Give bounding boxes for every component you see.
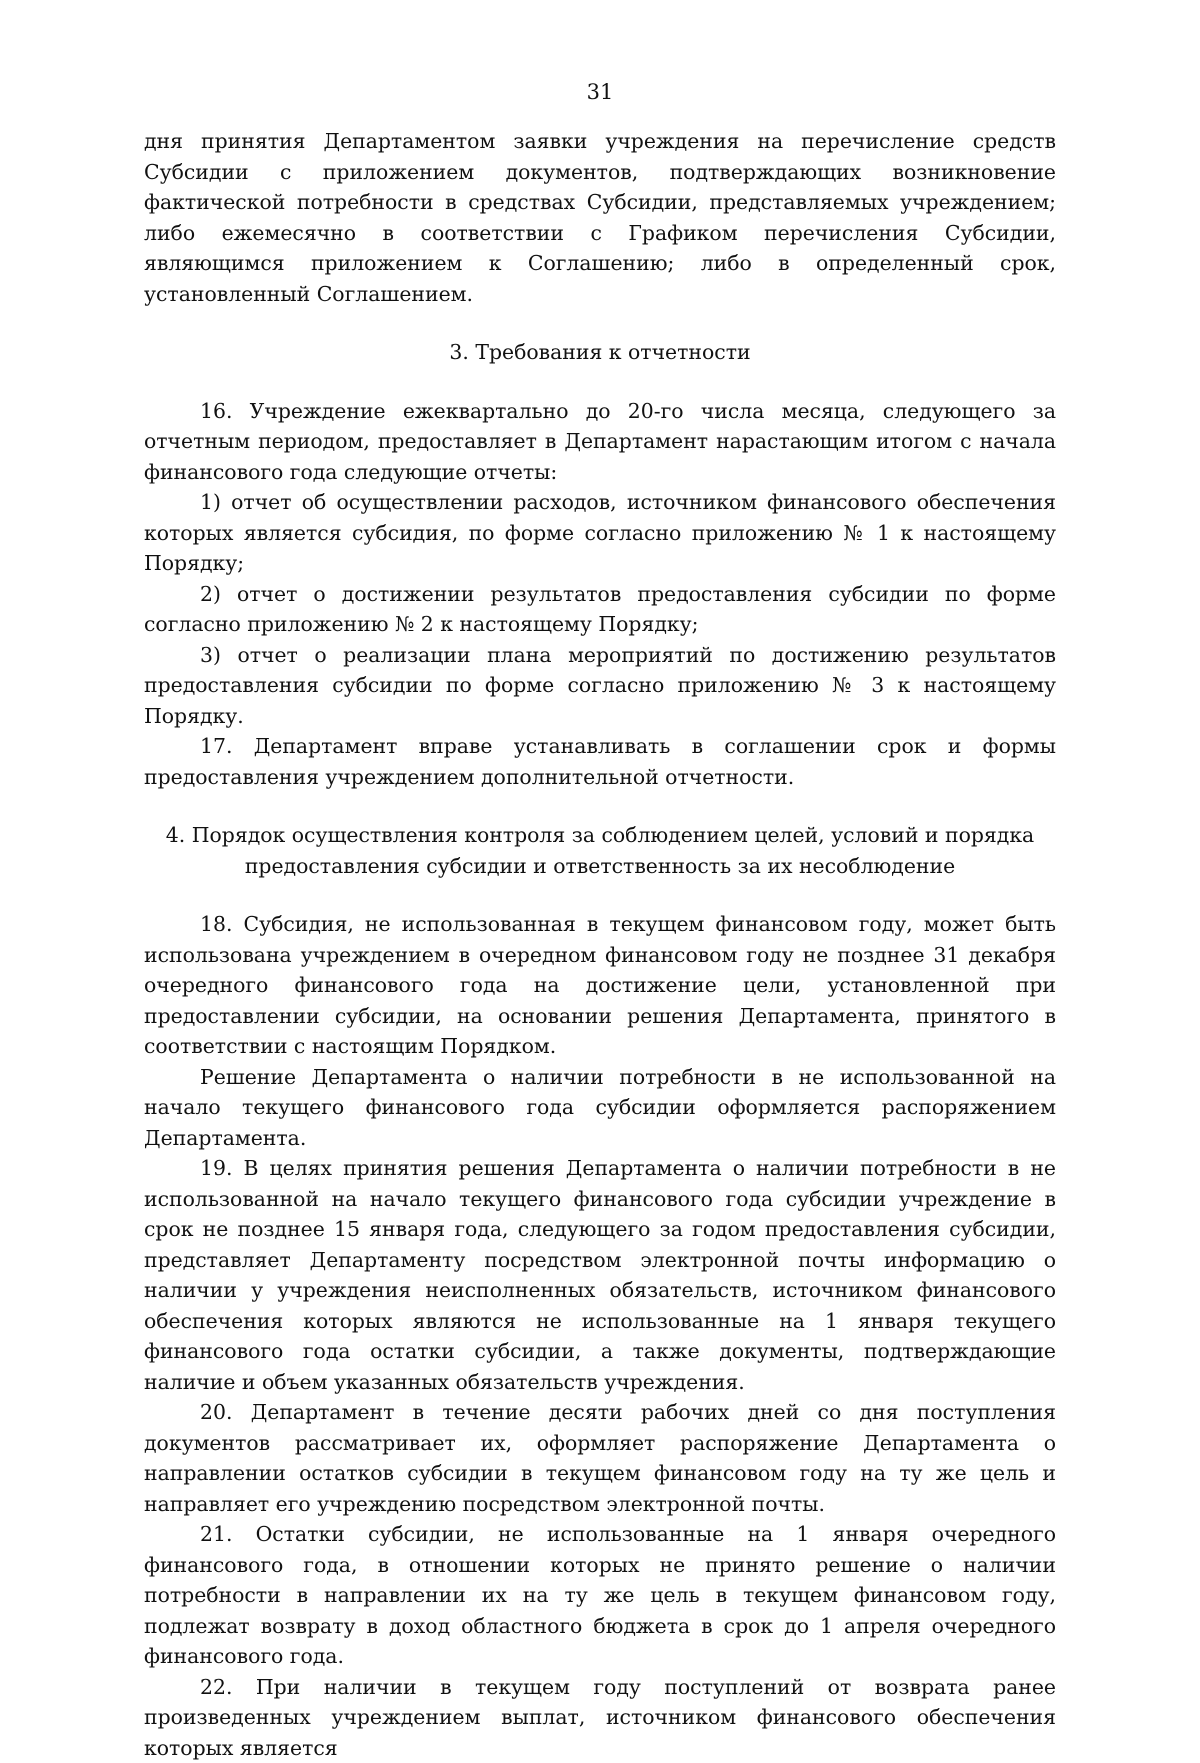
paragraph-16: 16. Учреждение ежеквартально до 20-го числа месяца, следующего за отчетным периодом, предоставляет в Департамент нарастающим итогом с начала финансового года следующие отчеты: [144,396,1056,488]
paragraph-17: 17. Департамент вправе устанавливать в соглашении срок и формы предоставления учреждением дополнительной отчетности. [144,731,1056,792]
page-number: 31 [0,78,1200,106]
paragraph-16-item-3: 3) отчет о реализации плана мероприятий по достижению результатов предоставления субсидии по форме согласно приложению № 3 к настоящему Порядку. [144,640,1056,732]
section-4-title-line-2: предоставления субсидии и ответственность за их несоблюдение [144,851,1056,882]
paragraph-16-item-2: 2) отчет о достижении результатов предоставления субсидии по форме согласно приложению № 2 к настоящему Порядку; [144,579,1056,640]
section-3-title: 3. Требования к отчетности [144,337,1056,368]
paragraph-21: 21. Остатки субсидии, не использованные на 1 января очередного финансового года, в отношении которых не принято решение о наличии потребности в направлении их на ту же цель в текущем финансовом году, подлежат возврату в доход областного бюджета в срок до 1 апреля очередного финансового года. [144,1519,1056,1672]
section-4-title-line-1: 4. Порядок осуществления контроля за соблюдением целей, условий и порядка [144,820,1056,851]
paragraph-18-decision: Решение Департамента о наличии потребности в не использованной на начало текущего финансового года субсидии оформляется распоряжением Департамента. [144,1062,1056,1154]
paragraph-20: 20. Департамент в течение десяти рабочих дней со дня поступления документов рассматривает их, оформляет распоряжение Департамента о направлении остатков субсидии в текущем финансовом году на ту же цель и направляет его учреждению посредством электронной почты. [144,1397,1056,1519]
document-body [144,126,1056,1763]
paragraph-22: 22. При наличии в текущем году поступлений от возврата ранее произведенных учреждением выплат, источником финансового обеспечения которых является [144,1672,1056,1763]
intro-paragraph: дня принятия Департаментом заявки учреждения на перечисление средств Субсидии с приложением документов, подтверждающих возникновение фактической потребности в средствах Субсидии, представляемых учреждением; либо ежемесячно в соответствии с Графиком перечисления Субсидии, являющимся приложением к Соглашению; либо в определенный срок, установленный Соглашением. [144,126,1056,309]
paragraph-18: 18. Субсидия, не использованная в текущем финансовом году, может быть использована учреждением в очередном финансовом году не позднее 31 декабря очередного финансового года на достижение цели, установленной при предоставлении субсидии, на основании решения Департамента, принятого в соответствии с настоящим Порядком. [144,909,1056,1062]
paragraph-19: 19. В целях принятия решения Департамента о наличии потребности в не использованной на начало текущего финансового года субсидии учреждение в срок не позднее 15 января года, следующего за годом предоставления субсидии, представляет Департаменту посредством электронной почты информацию о наличии у учреждения неисполненных обязательств, источником финансового обеспечения которых являются не использованные на 1 января текущего финансового года остатки субсидии, а также документы, подтверждающие наличие и объем указанных обязательств учреждения. [144,1153,1056,1397]
paragraph-16-item-1: 1) отчет об осуществлении расходов, источником финансового обеспечения которых является субсидия, по форме согласно приложению № 1 к настоящему Порядку; [144,487,1056,579]
section-4-title [144,820,1056,881]
